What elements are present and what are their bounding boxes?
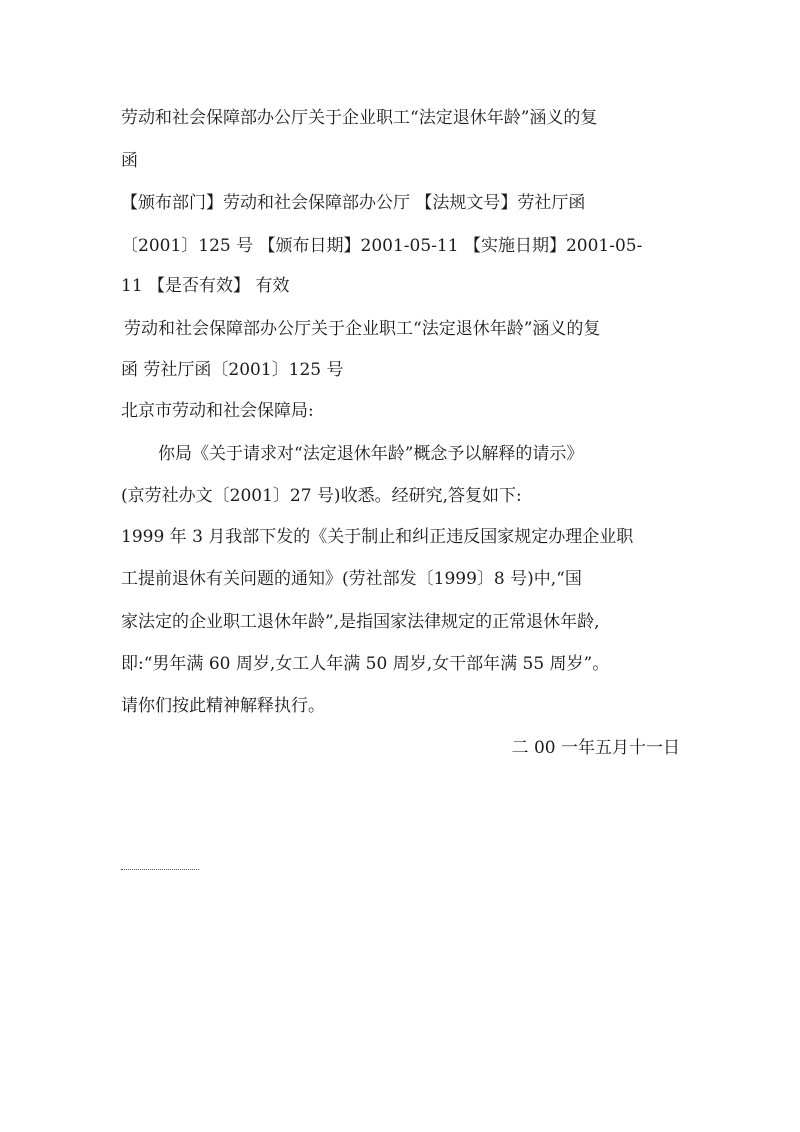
body-line-7: 请你们按此精神解释执行。 [121, 696, 325, 716]
body-line-4: 工提前退休有关问题的通知》(劳社部发〔1999〕8 号)中,“国 [121, 569, 582, 589]
heading-line-2: 函 劳社厅函〔2001〕125 号 [121, 360, 344, 380]
document-title-line-2: 函 [121, 151, 138, 171]
meta-line-1: 【颁布部门】劳动和社会保障部办公厅 【法规文号】劳社厅函 [121, 193, 586, 213]
document-title-line-1: 劳动和社会保障部办公厅关于企业职工“法定退休年龄”涵义的复 [121, 108, 598, 128]
body-line-6: 即:“男年满 60 周岁,女工人年满 50 周岁,女干部年满 55 周岁”。 [121, 654, 610, 674]
heading-line-1: 劳动和社会保障部办公厅关于企业职工“法定退休年龄”涵义的复 [124, 319, 601, 339]
body-line-3: 1999 年 3 月我部下发的《关于制止和纠正违反国家规定办理企业职 [121, 527, 634, 547]
meta-line-3: 11 【是否有效】 有效 [121, 276, 290, 296]
body-line-1: 你局《关于请求对“法定退休年龄”概念予以解释的请示》 [158, 444, 584, 464]
body-line-5: 家法定的企业职工退休年龄”,是指国家法律规定的正常退休年龄, [121, 612, 600, 632]
footnote-divider [121, 869, 199, 870]
meta-line-2: 〔2001〕125 号 【颁布日期】2001-05-11 【实施日期】2001-05- [121, 236, 643, 256]
recipient-line: 北京市劳动和社会保障局: [121, 401, 314, 421]
date-line: 二 00 一年五月十一日 [511, 738, 680, 758]
body-line-2: (京劳社办文〔2001〕27 号)收悉。经研究,答复如下: [121, 486, 522, 506]
